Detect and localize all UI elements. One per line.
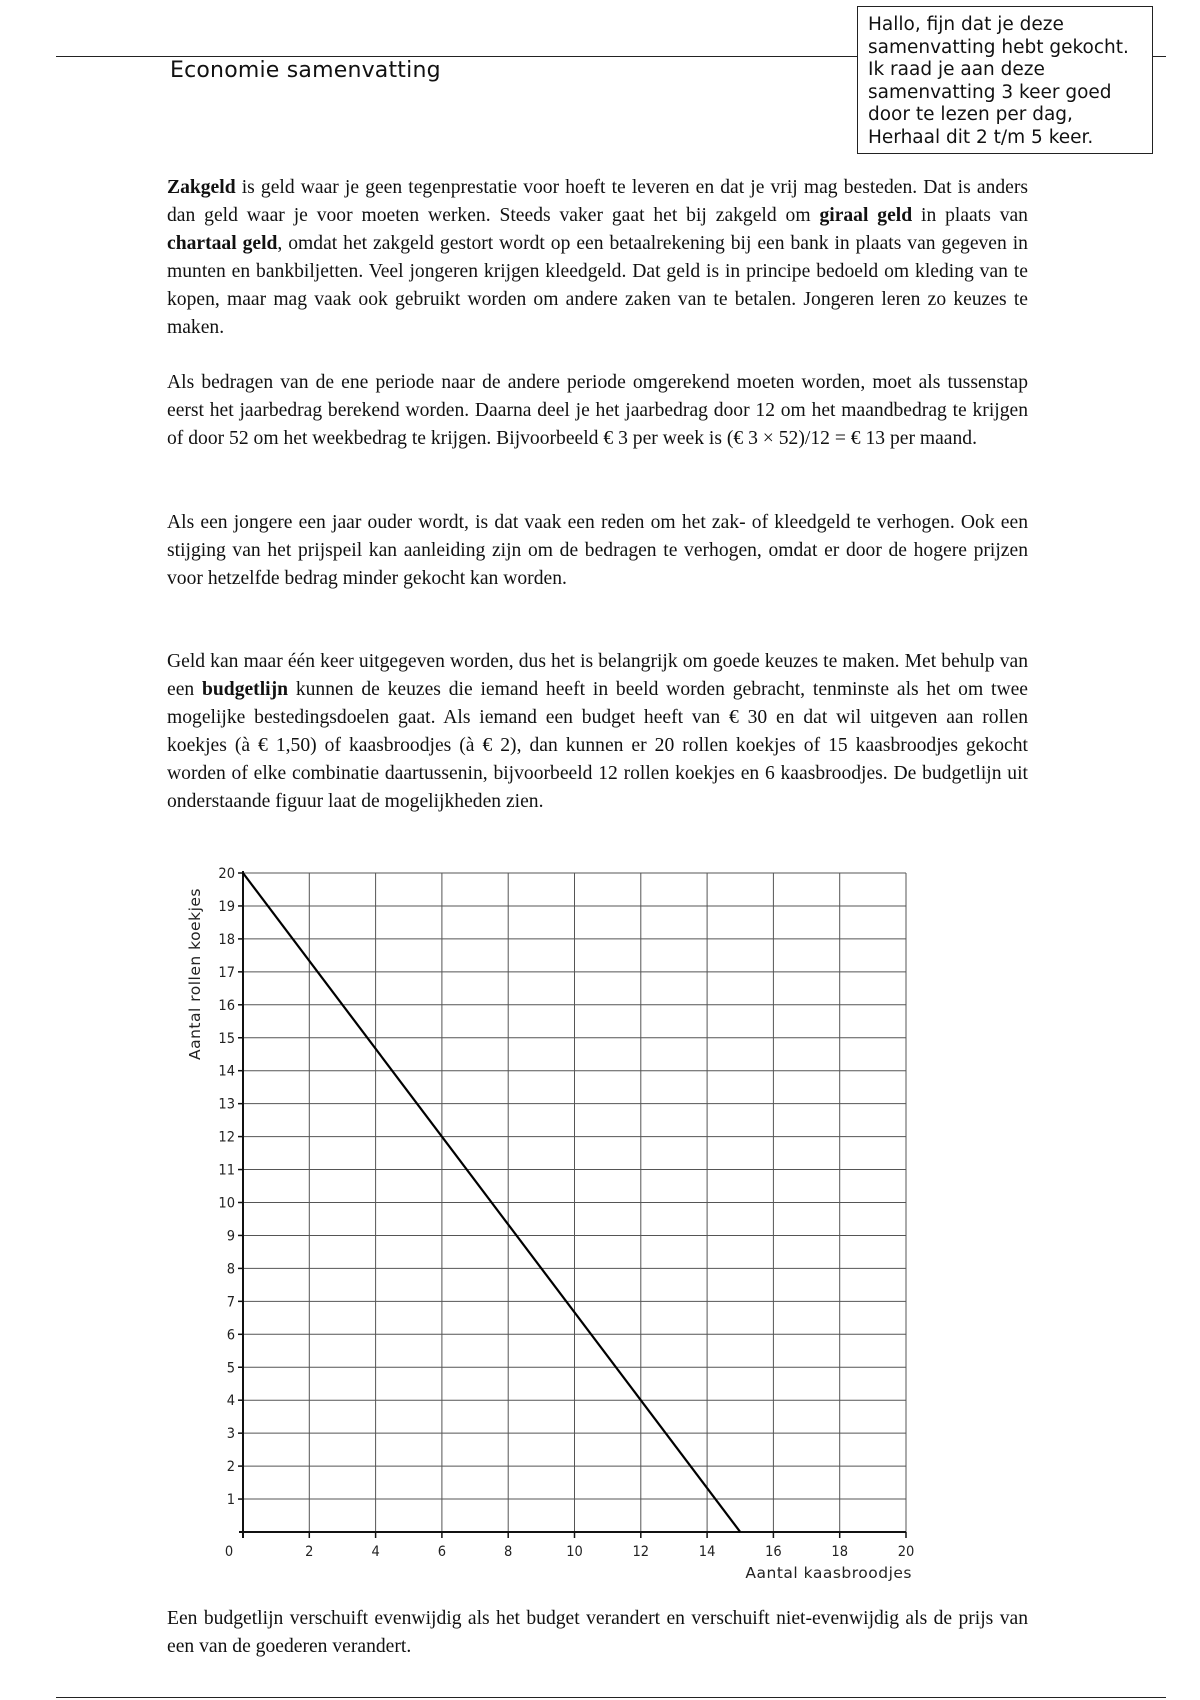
y-tick-label: 2 [226, 1459, 235, 1476]
y-tick-label: 18 [218, 931, 235, 948]
y-tick-label: 10 [218, 1195, 235, 1212]
x-tick-label: 14 [698, 1544, 716, 1560]
x-tick-label: 12 [632, 1544, 650, 1560]
paragraph-verhogen: Als een jongere een jaar ouder wordt, is dat vaak een reden om het zak- of kleedgeld te verhogen. Ook een stijging van het prijspeil kan aanleiding zijn om de bedragen te verhogen, omdat er door de hogere prijzen voor hetzelfde bedrag minder gekocht kan worden. [167, 512, 1028, 589]
term-budgetlijn: budgetlijn [202, 679, 289, 700]
x-tick-label: 8 [504, 1544, 513, 1560]
x-tick-label: 6 [437, 1544, 447, 1560]
x-tick-label: 2 [305, 1544, 314, 1560]
y-tick-label: 16 [218, 997, 235, 1014]
text-segment: , omdat het zakgeld gestort wordt op een betaalrekening bij een bank in plaats van gegeven in munten en bankbiljetten. Veel jongeren krijgen kleedgeld. Dat geld is in principe bedoeld om kleding van te kopen, maar mag vaak ook gebruikt worden om andere zaken van te betalen. Jongeren leren zo keuzes te maken. [167, 233, 1028, 338]
y-tick-label: 20 [218, 866, 235, 882]
y-tick-label: 19 [218, 898, 235, 915]
text-segment: Geld kan maar één keer uitgegeven worden, dus het is belangrijk om goede keuzes te maken. Met behulp van een [167, 651, 1028, 700]
y-tick-label: 13 [218, 1096, 235, 1113]
y-tick-label: 15 [218, 1030, 235, 1047]
x-tick-label: 20 [897, 1544, 915, 1560]
series-line-budgetlijn [243, 873, 740, 1532]
paragraph-verschuiving: Een budgetlijn verschuift evenwijdig als het budget verandert en verschuift niet-evenwijdig als de prijs van een van de goederen verandert. [167, 1608, 1028, 1657]
x-axis-title: Aantal kaasbroodjes [745, 1564, 912, 1582]
y-tick-label: 9 [226, 1228, 235, 1245]
text-segment: kunnen de keuzes die iemand heeft in beeld worden gebracht, tenminste als het om twee mogelijke bestedingsdoelen gaat. Als iemand een budget heeft van € 30 en dat wil uitgeven aan rollen koekjes (à € 1,50) of kaasbroodjes (à € 2), dan kunnen er 20 rollen koekjes of 15 kaasbroodjes gekocht worden of elke combinatie daartussenin, bijvoorbeeld 12 rollen koekjes en 6 kaasbroodjes. De budgetlijn uit onderstaande figuur laat de mogelijkheden zien. [167, 679, 1029, 812]
paragraph-zakgeld [167, 174, 1028, 342]
text-segment: is geld waar je geen tegenprestatie voor hoeft te leveren en dat je vrij mag besteden. Dat is anders dan geld waar je voor moeten werken. Steeds vaker gaat het bij zakgeld om [167, 177, 1028, 226]
y-tick-label: 1 [226, 1492, 235, 1509]
y-tick-label: 7 [226, 1294, 235, 1311]
x-tick-label: 4 [371, 1544, 380, 1560]
document-title: Economie samenvatting [170, 58, 441, 83]
x-tick-label: 10 [566, 1544, 583, 1560]
y-tick-label: 5 [226, 1360, 235, 1377]
paragraph-omrekenen: Als bedragen van de ene periode naar de andere periode omgerekend moeten worden, moet als tussenstap eerst het jaarbedrag berekend worden. Daarna deel je het jaarbedrag door 12 om het maandbedrag te krijgen of door 52 om het weekbedrag te krijgen. Bijvoorbeeld € 3 per week is (€ 3 × 52)/12 = € 13 per maand. [167, 372, 1028, 449]
y-tick-label: 6 [226, 1327, 235, 1344]
note-box: Hallo, fijn dat je deze samenvatting hebt gekocht. Ik raad je aan deze samenvatting 3 keer goed door te lezen per dag, Herhaal dit 2 t/m 5 keer. [857, 6, 1153, 154]
term-giraal-geld: giraal geld [819, 205, 913, 226]
y-tick-label: 4 [226, 1393, 235, 1410]
x-tick-label: 18 [831, 1544, 849, 1560]
text-segment: in plaats van [912, 205, 1028, 226]
y-tick-label: 8 [226, 1261, 235, 1278]
y-axis-title: Aantal rollen koekjes [186, 888, 204, 1060]
y-tick-label: 11 [218, 1162, 235, 1179]
y-tick-label: 17 [218, 964, 235, 981]
y-tick-label: 3 [226, 1426, 235, 1443]
y-tick-label: 12 [218, 1129, 235, 1146]
paragraph-budgetlijn [167, 648, 1028, 816]
x-tick-label: 16 [765, 1544, 782, 1560]
y-tick-label: 14 [218, 1063, 235, 1080]
origin-label: 0 [224, 1544, 234, 1560]
bottom-rule [56, 1697, 1166, 1698]
term-chartaal-geld: chartaal geld [167, 233, 278, 254]
term-zakgeld: Zakgeld [167, 177, 236, 198]
